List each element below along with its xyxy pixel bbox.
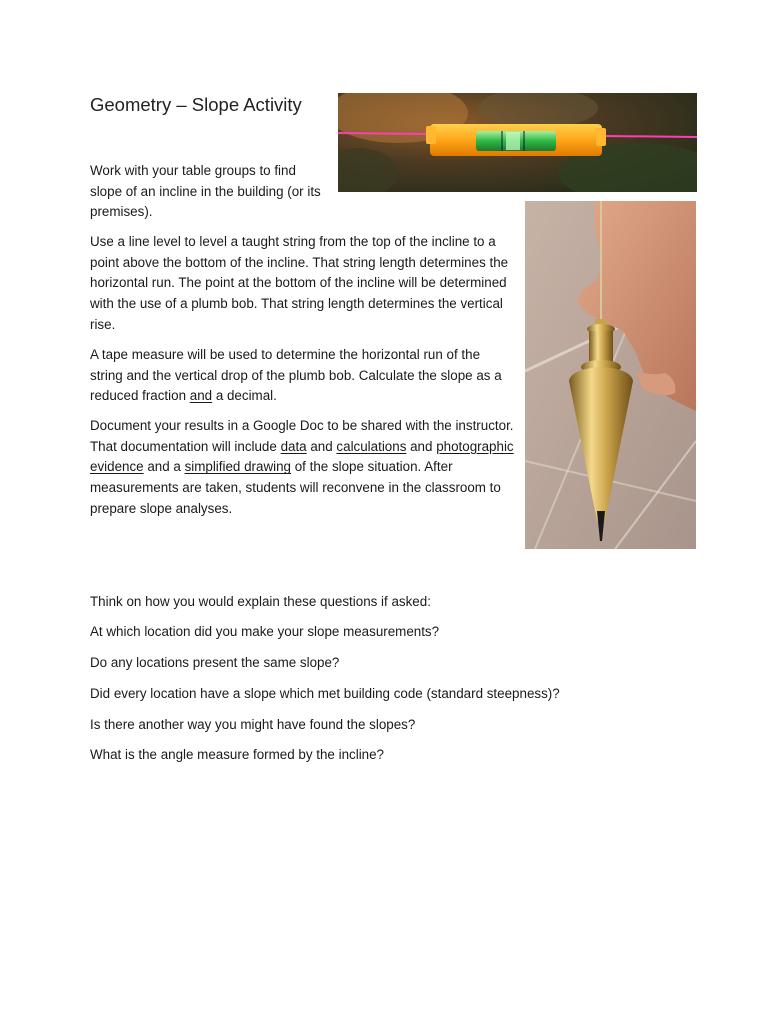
tape-text-1: A tape measure will be used to determine the horizontal run of the string and the vertical drop of the plumb bob. Calculate the slope as a reduced fraction <box>90 347 502 404</box>
doc-text-4: and a <box>143 459 185 475</box>
question-item: Did every location have a slope which met building code (standard steepness)? <box>90 686 560 701</box>
question-item: Is there another way you might have found the slopes? <box>90 717 416 732</box>
tape-text-2: a decimal. <box>212 388 277 404</box>
doc-text-3: and <box>406 438 437 454</box>
documentation-paragraph <box>90 416 515 520</box>
question-item: At which location did you make your slope measurements? <box>90 624 440 639</box>
doc-drawing-underline: simplified drawing <box>184 459 291 475</box>
page-title: Geometry – Slope Activity <box>90 94 302 115</box>
doc-text-1: Document your results in a Google Doc to be shared with the instructor. That documentation will include <box>90 418 514 454</box>
question-item: Do any locations present the same slope? <box>90 655 340 670</box>
doc-data-underline: data <box>280 438 307 454</box>
tape-measure-paragraph <box>90 345 515 407</box>
doc-text-2: and <box>306 438 337 454</box>
intro-paragraph: Work with your table groups to find slope of an incline in the building (or its premises). <box>90 163 321 220</box>
plumb-bob-photo <box>525 201 696 549</box>
line-level-paragraph: Use a line level to level a taught string from the top of the incline to a point above the bottom of the incline. That string length determines the horizontal run. The point at the bottom of the incline will be determined with the use of a plumb bob. That string length determines the vertical rise. <box>90 234 509 332</box>
tape-and-underline: and <box>189 388 213 404</box>
doc-photo-underline: photographic evidence <box>90 438 514 475</box>
line-level-photo <box>338 93 697 192</box>
question-item: What is the angle measure formed by the incline? <box>90 747 385 762</box>
doc-text-5: of the slope situation. After measurements are taken, students will reconvene in the classroom to prepare slope analyses. <box>90 459 501 516</box>
questions-intro: Think on how you would explain these questions if asked: <box>90 594 431 609</box>
doc-calculations-underline: calculations <box>336 438 407 454</box>
